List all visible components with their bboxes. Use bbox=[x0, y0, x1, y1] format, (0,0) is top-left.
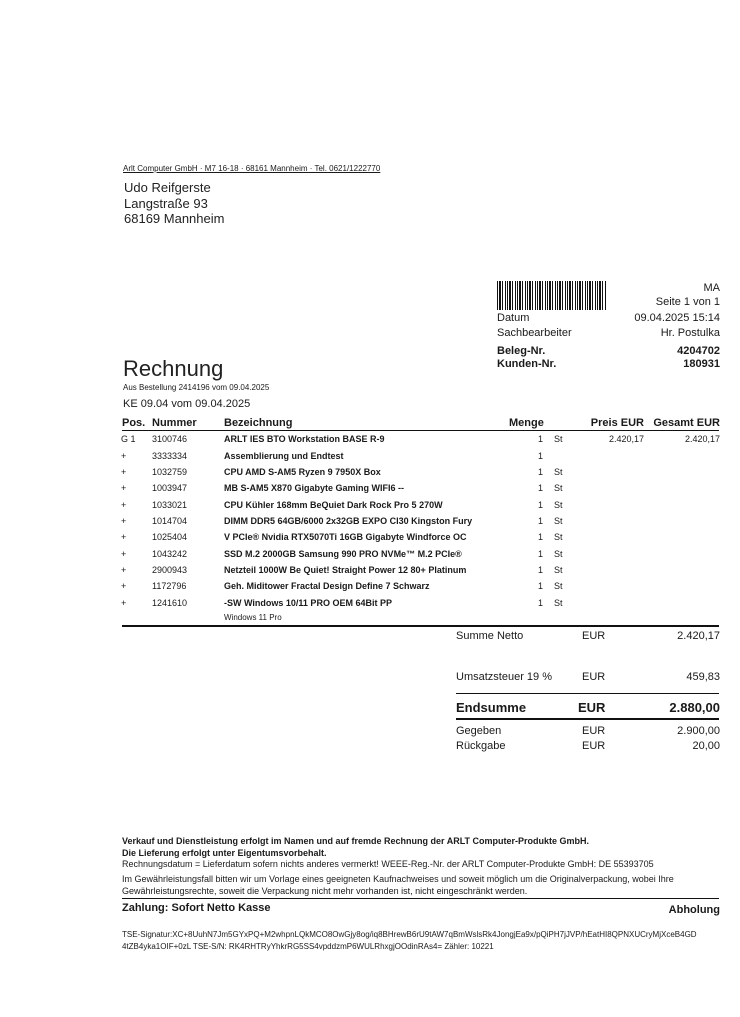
end-label: Endsumme bbox=[456, 700, 527, 715]
net-value: 2.420,17 bbox=[677, 630, 720, 642]
row-qty: 1 bbox=[538, 516, 544, 526]
footer-divider bbox=[122, 898, 719, 899]
table-row bbox=[0, 532, 740, 548]
row-desc: SSD M.2 2000GB Samsung 990 PRO NVMe™ M.2 PCIe® bbox=[224, 549, 462, 559]
footer-notice-5: Gewährleistungsrechte, soweit die Verpackung nicht mehr vorhanden ist, nicht eingeschränkt werden. bbox=[122, 886, 528, 896]
col-header-price: Preis EUR bbox=[590, 417, 644, 429]
row-qty: 1 bbox=[538, 598, 544, 608]
row-unit: St bbox=[554, 500, 563, 510]
footer-notice-4: Im Gewährleistungsfall bitten wir um Vorlage eines geeigneten Kaufnachweises und soweit möglich um die Originalverpackung, wobei Ihre bbox=[122, 874, 674, 884]
row-desc: Netzteil 1000W Be Quiet! Straight Power 12 80+ Platinum bbox=[224, 565, 467, 575]
clerk-value: Hr. Postulka bbox=[660, 327, 720, 339]
table-row bbox=[0, 549, 740, 565]
footer-notice-2: Die Lieferung erfolgt unter Eigentumsvorbehalt. bbox=[122, 848, 327, 858]
table-row bbox=[0, 467, 740, 483]
row-number: 1172796 bbox=[152, 581, 187, 591]
row-number: 1025404 bbox=[152, 532, 188, 542]
row-qty: 1 bbox=[538, 565, 544, 575]
row-pos: + bbox=[121, 532, 127, 542]
row-pos: + bbox=[121, 549, 127, 559]
net-label: Summe Netto bbox=[456, 630, 524, 642]
row-qty: 1 bbox=[538, 500, 544, 510]
table-row bbox=[0, 516, 740, 532]
row-pos: + bbox=[121, 483, 127, 493]
clerk-label: Sachbearbeiter bbox=[497, 327, 572, 339]
footer-notice-3: Rechnungsdatum = Lieferdatum sofern nichts anderes vermerkt! WEEE-Reg.-Nr. der ARLT Computer-Produkte GmbH: DE 55393705 bbox=[122, 859, 654, 869]
row-unit: St bbox=[554, 565, 563, 575]
change-label: Rückgabe bbox=[456, 740, 506, 752]
ke-reference: KE 09.04 vom 09.04.2025 bbox=[123, 398, 251, 410]
doc-label: Beleg-Nr. bbox=[497, 345, 546, 357]
change-value: 20,00 bbox=[692, 740, 720, 752]
table-row bbox=[0, 451, 740, 467]
row-qty: 1 bbox=[538, 434, 544, 444]
vat-value: 459,83 bbox=[686, 671, 720, 683]
row-number: 1032759 bbox=[152, 467, 188, 477]
given-label: Gegeben bbox=[456, 725, 502, 737]
row-pos: G 1 bbox=[121, 434, 136, 444]
col-header-pos: Pos. bbox=[122, 417, 146, 429]
vat-currency: EUR bbox=[582, 671, 606, 683]
row-unit: St bbox=[554, 549, 563, 559]
row-pos: + bbox=[121, 565, 127, 575]
row-number: 1014704 bbox=[152, 516, 188, 526]
ma-code: MA bbox=[703, 282, 720, 294]
row-unit: St bbox=[554, 598, 563, 608]
customer-value: 180931 bbox=[683, 358, 720, 370]
row-number: 1241610 bbox=[152, 598, 188, 608]
row-unit: St bbox=[554, 483, 563, 493]
table-row bbox=[0, 581, 740, 597]
row-pos: + bbox=[121, 500, 127, 510]
recipient-street: Langstraße 93 bbox=[124, 196, 208, 211]
date-value: 09.04.2025 15:14 bbox=[634, 312, 720, 324]
row-number: 2900943 bbox=[152, 565, 188, 575]
recipient-city: 68169 Mannheim bbox=[124, 211, 225, 226]
row-qty: 1 bbox=[538, 467, 544, 477]
row-unit: St bbox=[554, 516, 563, 526]
col-header-qty: Menge bbox=[509, 417, 544, 429]
table-row bbox=[0, 598, 740, 614]
row-number: 3100746 bbox=[152, 434, 188, 444]
order-reference: Aus Bestellung 2414196 vom 09.04.2025 bbox=[123, 383, 270, 392]
row-desc: ARLT IES BTO Workstation BASE R-9 bbox=[224, 434, 385, 444]
vat-divider bbox=[456, 693, 719, 694]
table-row bbox=[0, 434, 740, 450]
date-label: Datum bbox=[497, 312, 530, 324]
row-pos: + bbox=[121, 451, 127, 461]
row-pos: + bbox=[121, 516, 127, 526]
row-note: Windows 11 Pro bbox=[224, 613, 282, 622]
end-value: 2.880,00 bbox=[669, 700, 720, 715]
row-unit: St bbox=[554, 581, 563, 591]
row-desc: CPU AMD S-AM5 Ryzen 9 7950X Box bbox=[224, 467, 381, 477]
table-row bbox=[0, 565, 740, 581]
row-qty: 1 bbox=[538, 532, 544, 542]
row-desc: DIMM DDR5 64GB/6000 2x32GB EXPO Cl30 Kingston Fury bbox=[224, 516, 473, 526]
end-currency: EUR bbox=[578, 700, 606, 715]
pickup-label: Abholung bbox=[668, 904, 720, 916]
change-currency: EUR bbox=[582, 740, 606, 752]
tse-serial: 4tZB4yka1OIF+0zL TSE-S/N: RK4RHTRyYhkrRG5SS4vpddzmP6WULRhxgjOOdinRAs4= Zähler: 10221 bbox=[122, 942, 494, 951]
row-pos: + bbox=[121, 598, 127, 608]
page-indicator: Seite 1 von 1 bbox=[655, 296, 720, 308]
recipient-name: Udo Reifgerste bbox=[124, 180, 211, 195]
footer-notice-1: Verkauf und Dienstleistung erfolgt im Namen und auf fremde Rechnung der ARLT Computer-Produkte GmbH. bbox=[122, 836, 590, 846]
row-price: 2.420,17 bbox=[608, 434, 644, 444]
row-qty: 1 bbox=[538, 581, 544, 591]
row-desc: V PCIe® Nvidia RTX5070Ti 16GB Gigabyte Windforce OC bbox=[224, 532, 467, 542]
row-unit: St bbox=[554, 532, 563, 542]
given-currency: EUR bbox=[582, 725, 606, 737]
given-value: 2.900,00 bbox=[677, 725, 720, 737]
vat-label: Umsatzsteuer 19 % bbox=[456, 671, 552, 683]
row-total: 2.420,17 bbox=[684, 434, 720, 444]
row-number: 1033021 bbox=[152, 500, 188, 510]
row-desc: CPU Kühler 168mm BeQuiet Dark Rock Pro 5 270W bbox=[224, 500, 443, 510]
table-row bbox=[0, 500, 740, 516]
header-divider bbox=[122, 430, 719, 431]
row-number: 1043242 bbox=[152, 549, 188, 559]
endsum-divider bbox=[456, 718, 719, 720]
page-title: Rechnung bbox=[123, 356, 224, 381]
table-end-divider bbox=[122, 625, 719, 627]
col-header-total: Gesamt EUR bbox=[653, 417, 720, 429]
customer-label: Kunden-Nr. bbox=[497, 358, 557, 370]
tse-signature: TSE-Signatur:XC+8UuhN7Jm5GYxPQ+M2whpnLQkMCO8OwGjy8og/iq8BHrewB6rU9tAW7qBmWslsRk4JongjEa9x/pQiPH7jJVP/hEatHI8QPNXUCryMjXceB4GD bbox=[122, 930, 697, 939]
doc-value: 4204702 bbox=[677, 345, 720, 357]
row-qty: 1 bbox=[538, 451, 544, 461]
table-row bbox=[0, 483, 740, 499]
row-desc: Assemblierung und Endtest bbox=[224, 451, 344, 461]
barcode bbox=[497, 281, 607, 310]
col-header-desc: Bezeichnung bbox=[224, 417, 293, 429]
row-number: 3333334 bbox=[152, 451, 188, 461]
row-unit: St bbox=[554, 467, 563, 477]
payment-terms: Zahlung: Sofort Netto Kasse bbox=[122, 902, 271, 914]
col-header-number: Nummer bbox=[152, 417, 197, 429]
row-unit: St bbox=[554, 434, 563, 444]
row-qty: 1 bbox=[538, 549, 544, 559]
row-number: 1003947 bbox=[152, 483, 188, 493]
row-pos: + bbox=[121, 581, 127, 591]
sender-line: Arlt Computer GmbH · M7 16-18 · 68161 Mannheim · Tel. 0621/1222770 bbox=[123, 164, 381, 173]
row-pos: + bbox=[121, 467, 127, 477]
net-currency: EUR bbox=[582, 630, 606, 642]
row-desc: Geh. Miditower Fractal Design Define 7 Schwarz bbox=[224, 581, 430, 591]
row-qty: 1 bbox=[538, 483, 544, 493]
row-desc: MB S-AM5 X870 Gigabyte Gaming WIFI6 -- bbox=[224, 483, 405, 493]
row-desc: -SW Windows 10/11 PRO OEM 64Bit PP bbox=[224, 598, 392, 608]
